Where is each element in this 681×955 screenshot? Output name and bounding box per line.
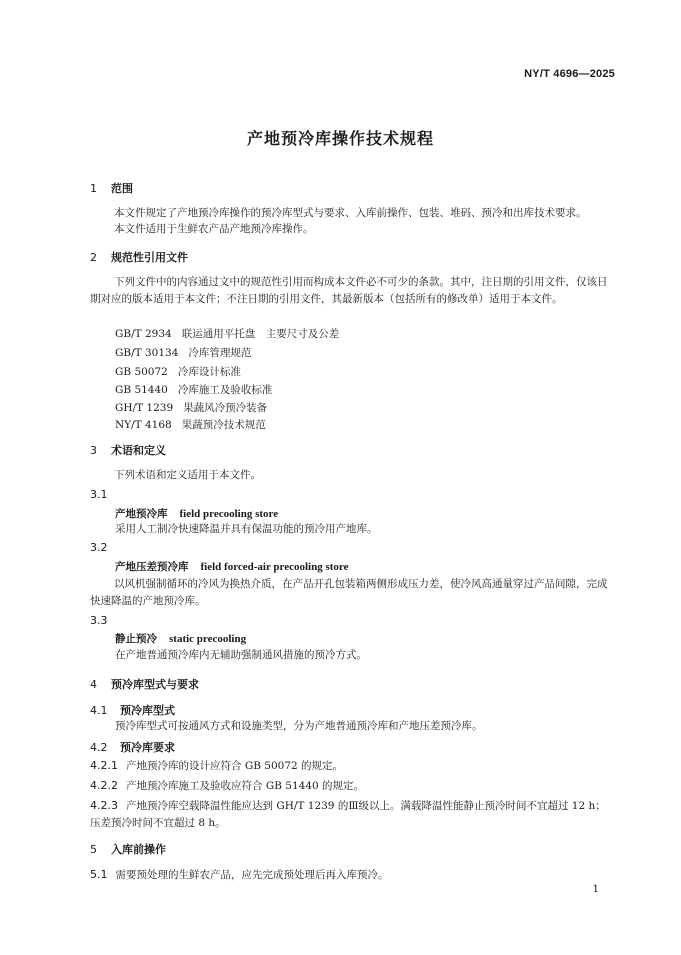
term-en: field forced-air precooling store <box>200 561 349 573</box>
subsection-number: 4.1 <box>90 704 108 717</box>
clause-number: 5.1 <box>90 868 108 881</box>
reference-title: 果蔬风冷预冷装备 <box>183 402 268 414</box>
reference-title: 冷库施工及验收标准 <box>177 384 273 396</box>
clause-5-1 <box>90 866 616 884</box>
clause-4-2-2 <box>90 777 616 795</box>
reference-code: GB/T 30134 <box>115 347 179 359</box>
reference-code: GB/T 2934 <box>115 328 172 340</box>
subsection-4-2-heading <box>90 739 175 755</box>
clause-4-2-1 <box>90 757 616 775</box>
reference-title: 冷库设计标准 <box>177 366 241 378</box>
subsection-4-1-heading <box>90 702 175 718</box>
term-number: 3.2 <box>90 541 108 554</box>
section-number: 4 <box>90 678 97 691</box>
section-title: 规范性引用文件 <box>111 251 188 264</box>
reference-item <box>115 345 251 360</box>
term-heading <box>115 506 278 521</box>
section-number: 2 <box>90 251 97 264</box>
term-en: static precooling <box>169 633 247 645</box>
section-4-heading <box>90 676 199 692</box>
reference-item <box>115 400 267 415</box>
section-3-intro: 下列术语和定义适用于本文件。 <box>114 469 261 481</box>
reference-title: 冷库管理规范 <box>188 347 252 359</box>
clause-number: 4.2.3 <box>90 799 118 812</box>
reference-item <box>115 382 272 397</box>
reference-code: GB 51440 <box>115 384 168 396</box>
term-definition: 采用人工制冷快速降温并具有保温功能的预冷用产地库。 <box>115 523 378 535</box>
clause-number: 4.2.2 <box>90 779 118 792</box>
term-heading <box>115 631 246 646</box>
section-1-paragraph-2: 本文件适用于生鲜农产品产地预冷库操作。 <box>114 223 314 235</box>
section-title: 预冷库型式与要求 <box>111 678 199 691</box>
section-number: 1 <box>90 182 97 195</box>
term-number: 3.1 <box>90 488 108 501</box>
clause-number: 4.2.1 <box>90 759 118 772</box>
subsection-number: 4.2 <box>90 741 108 754</box>
clause-text: 产地预冷库空载降温性能应达到 GH/T 1239 的Ⅲ级以上。满载降温性能静止预冷时间不宜超过 12 h；压差预冷时间不宜超过 8 h。 <box>90 800 606 829</box>
subsection-4-1-text: 预冷库型式可按通风方式和设施类型，分为产地普通预冷库和产地压差预冷库。 <box>115 720 483 732</box>
document-title: 产地预冷库操作技术规程 <box>246 129 434 148</box>
clause-text: 产地预冷库的设计应符合 GB 50072 的规定。 <box>126 760 344 772</box>
section-title: 入库前操作 <box>111 843 166 856</box>
reference-item <box>115 417 266 432</box>
term-number: 3.3 <box>90 614 108 627</box>
clause-text: 需要预处理的生鲜农产品，应先完成预处理后再入库预冷。 <box>115 869 389 881</box>
reference-code: GB 50072 <box>115 366 168 378</box>
reference-code: NY/T 4168 <box>115 419 172 431</box>
section-title: 范围 <box>111 182 133 195</box>
term-heading <box>115 559 348 574</box>
section-title: 术语和定义 <box>111 444 166 457</box>
section-1-paragraph-1: 本文件规定了产地预冷库操作的预冷库型式与要求、入库前操作、包装、堆码、预冷和出库技术要求。 <box>114 207 587 219</box>
clause-4-2-3 <box>90 797 616 832</box>
reference-item <box>115 364 241 379</box>
reference-item <box>115 326 339 341</box>
term-en: field precooling store <box>179 508 279 520</box>
term-zh: 产地压差预冷库 <box>115 561 189 573</box>
section-3-heading <box>90 442 166 458</box>
section-2-heading <box>90 249 188 265</box>
clause-text: 产地预冷库施工及验收应符合 GB 51440 的规定。 <box>126 780 365 792</box>
reference-title: 联运通用平托盘 主要尺寸及公差 <box>181 328 340 340</box>
page-number: 1 <box>592 884 599 895</box>
term-zh: 产地预冷库 <box>115 508 168 520</box>
section-5-heading <box>90 841 166 857</box>
reference-code: GH/T 1239 <box>115 402 174 414</box>
subsection-title: 预冷库要求 <box>120 741 175 754</box>
section-number: 3 <box>90 444 97 457</box>
section-2-intro: 下列文件中的内容通过文中的规范性引用而构成本文件必不可少的条款。其中，注日期的引用文件，仅该日期对应的版本适用于本文件；不注日期的引用文件，其最新版本（包括所有的修改单）适用于本文件。 <box>90 276 608 305</box>
subsection-title: 预冷库型式 <box>120 704 175 717</box>
term-definition: 以风机强制循环的冷风为换热介质，在产品开孔包装箱两侧形成压力差，使冷风高通量穿过产品间隙，完成快速降温的产地预冷库。 <box>90 578 608 607</box>
reference-title: 果蔬预冷技术规范 <box>181 419 266 431</box>
term-zh: 静止预冷 <box>115 633 157 645</box>
standard-number: NY/T 4696—2025 <box>524 68 615 80</box>
section-number: 5 <box>90 843 97 856</box>
term-definition: 在产地普通预冷库内无辅助强制通风措施的预冷方式。 <box>115 649 367 661</box>
section-1-heading <box>90 180 133 196</box>
